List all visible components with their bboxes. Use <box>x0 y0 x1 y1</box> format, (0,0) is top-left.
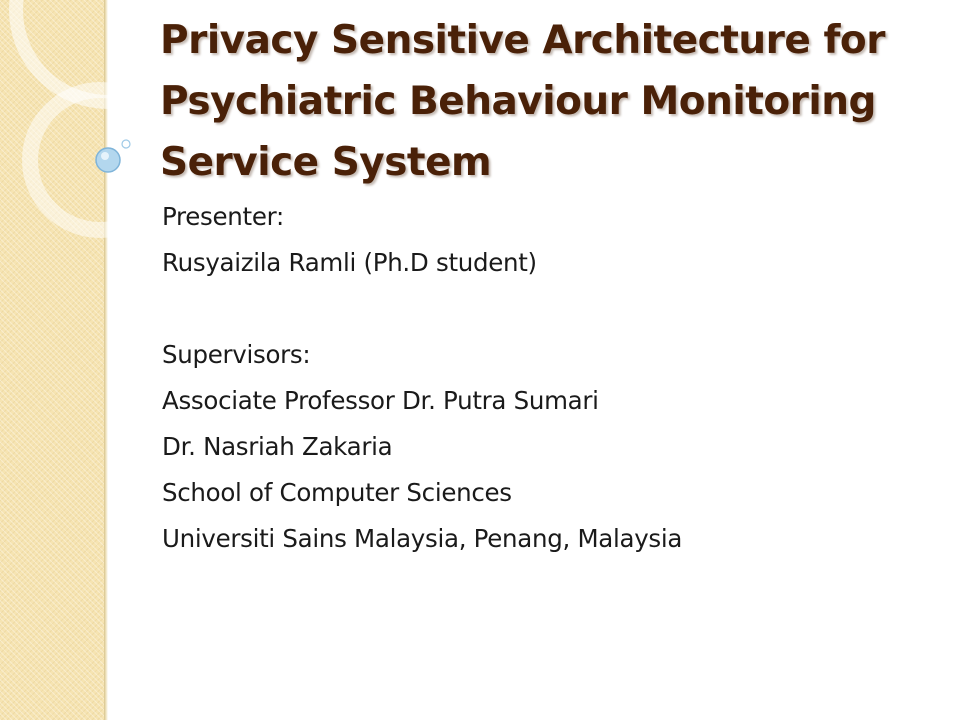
accent-dot-highlight <box>101 152 109 160</box>
presenter-heading: Presenter: <box>162 202 284 231</box>
supervisor-line: Associate Professor Dr. Putra Sumari <box>162 386 599 415</box>
presenter-name: Rusyaizila Ramli (Ph.D student) <box>162 248 537 277</box>
supervisors-heading: Supervisors: <box>162 340 311 369</box>
slide-title <box>160 10 920 193</box>
accent-dot-large <box>96 148 120 172</box>
title-line-2: Psychiatric Behaviour Monitoring <box>160 79 876 124</box>
affiliation-university: Universiti Sains Malaysia, Penang, Malaysia <box>162 524 683 553</box>
accent-dot-small <box>122 140 130 148</box>
blank-line <box>162 286 942 332</box>
title-line-3: Service System <box>160 140 492 185</box>
slide-body <box>162 194 942 562</box>
supervisor-line: Dr. Nasriah Zakaria <box>162 432 393 461</box>
affiliation-school: School of Computer Sciences <box>162 478 512 507</box>
title-line-1: Privacy Sensitive Architecture for <box>160 18 885 63</box>
